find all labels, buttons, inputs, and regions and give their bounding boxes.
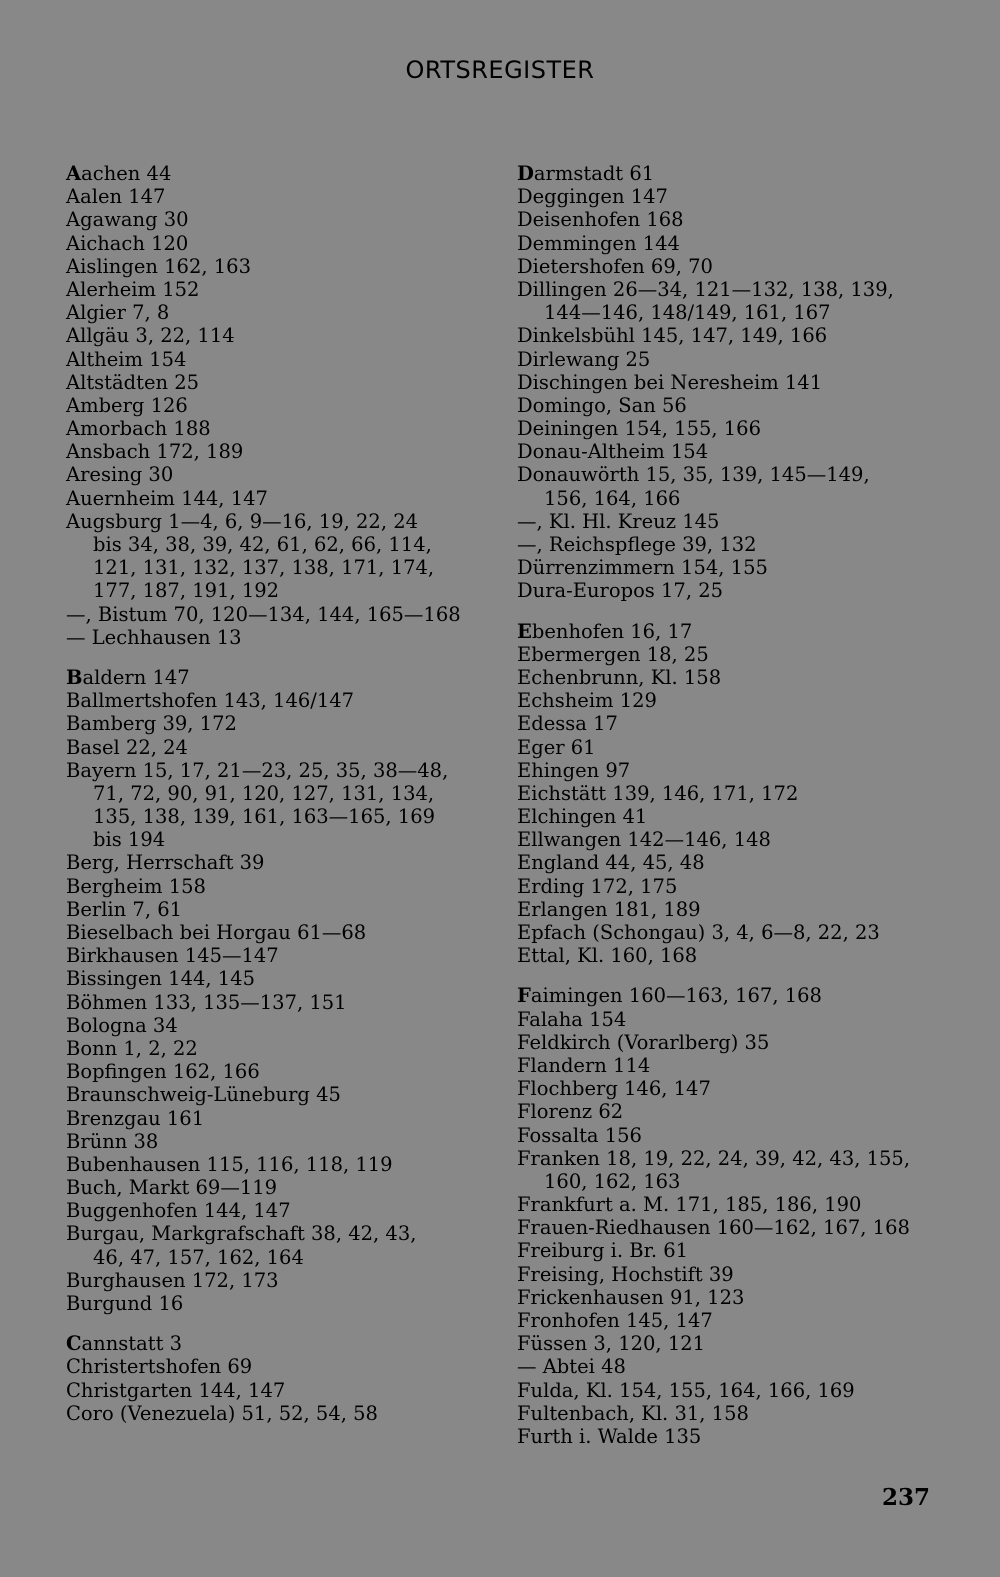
index-entry: Echenbrunn, Kl. 158	[517, 665, 722, 689]
index-entry: Algier 7, 8	[66, 301, 170, 325]
section-gap	[66, 1315, 506, 1332]
section-initial: D	[517, 162, 534, 185]
index-entry: Deggingen 147	[517, 185, 668, 209]
index-entry: Erlangen 181, 189	[517, 897, 701, 921]
index-entry: Donauwörth 15, 35, 139, 145—149,	[517, 463, 870, 487]
index-entry-continuation: 71, 72, 90, 91, 120, 127, 131, 134,	[93, 781, 435, 805]
index-entry: Allgäu 3, 22, 114	[66, 324, 235, 348]
index-letter-section	[517, 984, 957, 1448]
index-entry: Donau-Altheim 154	[517, 440, 709, 464]
index-entry: Alerheim 152	[66, 277, 200, 301]
index-entry: Faimingen 160—163, 167, 168	[517, 984, 822, 1008]
index-entry-continuation: bis 34, 38, 39, 42, 61, 62, 66, 114,	[93, 533, 432, 556]
index-entry: Braunschweig-Lüneburg 45	[66, 1083, 341, 1107]
index-entry: England 44, 45, 48	[517, 851, 705, 875]
index-entry: Feldkirch (Vorarlberg) 35	[517, 1030, 770, 1054]
section-initial: C	[66, 1332, 82, 1356]
page-title: ORTSREGISTER	[405, 56, 595, 84]
index-entry: Berlin 7, 61	[66, 897, 183, 921]
index-entry: Ehingen 97	[517, 758, 631, 782]
index-entry: Darmstadt 61	[517, 162, 655, 185]
index-entry: Christertshofen 69	[66, 1355, 253, 1379]
index-entry: Bonn 1, 2, 22	[66, 1036, 198, 1060]
index-entry: Flandern 114	[517, 1053, 651, 1077]
index-entry: Amorbach 188	[66, 417, 211, 441]
index-entry: Fultenbach, Kl. 31, 158	[517, 1401, 749, 1425]
index-entry: Dietershofen 69, 70	[517, 254, 713, 278]
index-entry: Freiburg i. Br. 61	[517, 1239, 689, 1263]
index-entry: Brünn 38	[66, 1129, 159, 1153]
index-entry: Aichach 120	[66, 231, 189, 255]
index-entry: Aachen 44	[66, 162, 172, 185]
index-entry: Ellwangen 142—146, 148	[517, 828, 771, 852]
index-entry: Demmingen 144	[517, 231, 680, 255]
index-entry: Dirlewang 25	[517, 347, 651, 371]
index-entry: Bieselbach bei Horgau 61—68	[66, 921, 367, 944]
index-entry: Frankfurt a. M. 171, 185, 186, 190	[517, 1193, 862, 1217]
index-entry: Buggenhofen 144, 147	[66, 1199, 291, 1223]
index-entry: Fossalta 156	[517, 1123, 642, 1147]
index-entry: Furth i. Walde 135	[517, 1424, 702, 1448]
index-entry-continuation: 177, 187, 191, 192	[93, 579, 280, 603]
index-entry: Christgarten 144, 147	[66, 1378, 286, 1402]
index-entry: Frauen-Riedhausen 160—162, 167, 168	[517, 1216, 910, 1240]
index-entry: Agawang 30	[66, 208, 189, 232]
section-initial: F	[517, 984, 531, 1008]
index-entry: Ettal, Kl. 160, 168	[517, 944, 698, 968]
index-entry: Cannstatt 3	[66, 1332, 183, 1356]
index-entry-continuation: bis 194	[93, 828, 166, 852]
index-entry: Falaha 154	[517, 1007, 627, 1031]
index-entry: Bamberg 39, 172	[66, 712, 237, 736]
index-entry-continuation: 156, 164, 166	[544, 486, 681, 510]
index-entry: Bopfingen 162, 166	[66, 1060, 260, 1084]
index-entry: Aresing 30	[66, 463, 174, 487]
index-entry-continuation: 144—146, 148/149, 161, 167	[544, 301, 831, 325]
index-entry: Baldern 147	[66, 665, 190, 689]
index-entry: Burgau, Markgrafschaft 38, 42, 43,	[66, 1222, 417, 1246]
index-entry: Aalen 147	[66, 185, 166, 209]
index-entry: Franken 18, 19, 22, 24, 39, 42, 43, 155,	[517, 1146, 911, 1170]
index-entry: Erding 172, 175	[517, 874, 678, 898]
index-entry: Flochberg 146, 147	[517, 1077, 711, 1101]
index-entry: Deisenhofen 168	[517, 208, 684, 232]
index-entry-continuation: 135, 138, 139, 161, 163—165, 169	[93, 805, 436, 829]
index-entry: — Lechhausen 13	[66, 625, 242, 649]
index-entry: Ansbach 172, 189	[66, 440, 244, 464]
index-entry: Edessa 17	[517, 712, 618, 736]
index-letter-section	[66, 162, 506, 649]
section-gap	[517, 967, 957, 984]
index-entry: Ballmertshofen 143, 146/147	[66, 689, 355, 713]
index-entry-continuation: 121, 131, 132, 137, 138, 171, 174,	[93, 556, 435, 580]
index-entry: Fulda, Kl. 154, 155, 164, 166, 169	[517, 1378, 855, 1402]
index-entry: Bayern 15, 17, 21—23, 25, 35, 38—48,	[66, 758, 449, 782]
index-entry: —, Reichspflege 39, 132	[517, 533, 757, 556]
index-entry: Ebenhofen 16, 17	[517, 619, 693, 643]
index-entry: Altstädten 25	[66, 370, 200, 394]
index-entry: Altheim 154	[66, 347, 187, 371]
index-entry: Böhmen 133, 135—137, 151	[66, 990, 347, 1014]
section-initial: A	[66, 162, 82, 185]
index-entry: Buch, Markt 69—119	[66, 1176, 278, 1200]
index-column-left	[66, 162, 506, 1425]
section-gap	[517, 603, 957, 620]
index-letter-section	[66, 1332, 506, 1425]
index-letter-section	[66, 666, 506, 1315]
index-entry: Brenzgau 161	[66, 1106, 205, 1130]
index-entry: Aislingen 162, 163	[66, 254, 251, 278]
section-gap	[66, 649, 506, 666]
index-entry: Auernheim 144, 147	[66, 486, 268, 510]
index-entry: Domingo, San 56	[517, 393, 687, 417]
index-entry: Bologna 34	[66, 1013, 178, 1037]
index-column-right	[517, 162, 957, 1448]
index-entry: Frickenhausen 91, 123	[517, 1285, 745, 1309]
page-number: 237	[881, 1484, 930, 1511]
index-entry: Birkhausen 145—147	[66, 944, 279, 968]
index-entry: Florenz 62	[517, 1100, 624, 1124]
index-entry: Berg, Herrschaft 39	[66, 851, 265, 875]
index-entry: Bergheim 158	[66, 874, 206, 898]
index-entry: —, Kl. Hl. Kreuz 145	[517, 509, 720, 533]
index-entry: Basel 22, 24	[66, 735, 188, 759]
index-entry-continuation: 160, 162, 163	[544, 1169, 681, 1193]
index-entry: Elchingen 41	[517, 805, 648, 829]
index-entry: Burghausen 172, 173	[66, 1268, 279, 1292]
index-entry: Burgund 16	[66, 1292, 184, 1315]
index-entry: — Abtei 48	[517, 1355, 626, 1379]
section-initial: B	[66, 665, 83, 689]
index-entry: Augsburg 1—4, 6, 9—16, 19, 22, 24	[66, 509, 419, 533]
index-entry: Echsheim 129	[517, 689, 657, 713]
index-entry: Epfach (Schongau) 3, 4, 6—8, 22, 23	[517, 921, 880, 944]
index-entry: Deiningen 154, 155, 166	[517, 417, 761, 441]
index-entry: Ebermergen 18, 25	[517, 642, 709, 666]
index-entry: Bissingen 144, 145	[66, 967, 255, 991]
index-entry: Amberg 126	[66, 393, 188, 417]
index-entry: Fronhofen 145, 147	[517, 1309, 713, 1332]
index-entry: Füssen 3, 120, 121	[517, 1332, 706, 1356]
index-entry: Bubenhausen 115, 116, 118, 119	[66, 1152, 393, 1176]
index-entry: Eger 61	[517, 735, 596, 759]
index-entry: Dürrenzimmern 154, 155	[517, 556, 768, 580]
index-entry-continuation: 46, 47, 157, 162, 164	[93, 1245, 304, 1269]
index-letter-section	[517, 162, 957, 603]
index-letter-section	[517, 620, 957, 968]
index-entry: Eichstätt 139, 146, 171, 172	[517, 781, 799, 805]
index-entry: Dillingen 26—34, 121—132, 138, 139,	[517, 277, 894, 301]
index-entry: Freising, Hochstift 39	[517, 1262, 734, 1286]
section-initial: E	[517, 619, 532, 643]
index-entry: Dinkelsbühl 145, 147, 149, 166	[517, 324, 828, 348]
index-entry: —, Bistum 70, 120—134, 144, 165—168	[66, 602, 461, 626]
index-entry: Coro (Venezuela) 51, 52, 54, 58	[66, 1401, 378, 1425]
index-entry: Dura-Europos 17, 25	[517, 579, 724, 603]
index-entry: Dischingen bei Neresheim 141	[517, 370, 823, 394]
